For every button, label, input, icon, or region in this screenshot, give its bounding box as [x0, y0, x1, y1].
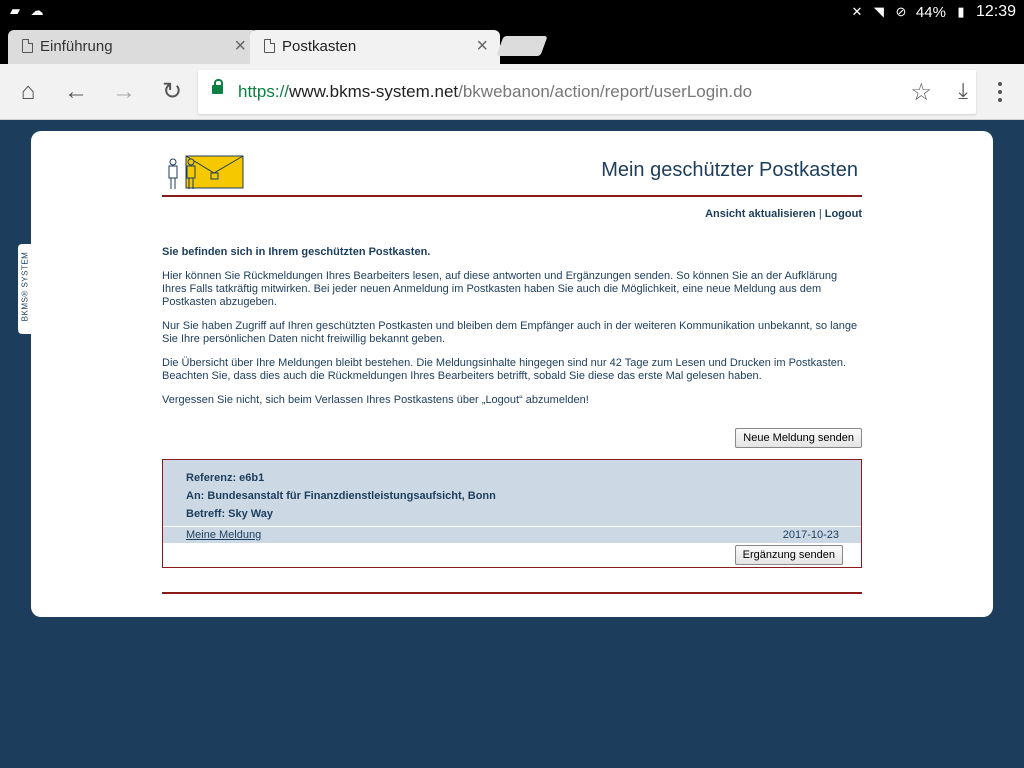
logout-reminder: Vergessen Sie nicht, sich beim Verlassen Ihres Postkastens über „Logout“ abzumelden! [162, 394, 589, 406]
home-icon[interactable]: ⌂ [20, 78, 36, 105]
browser-toolbar [0, 64, 1024, 120]
battery-percentage: 44% [915, 3, 946, 21]
back-arrow-icon[interactable]: ← [64, 78, 88, 105]
message-date: 2017-10-23 [782, 529, 839, 541]
case-recipient: An: Bundesanstalt für Finanzdienstleistungsaufsicht, Bonn [186, 490, 496, 502]
tab-strip [0, 24, 1024, 64]
clock: 12:39 [975, 3, 1016, 20]
retention-paragraph: Die Übersicht über Ihre Meldungen bleibt bestehen. Die Meldungsinhalte hingegen sind nur 42 Tage zum Lesen und Drucken im Postkasten. Beachten Sie, dass dies auch die Rückmeldungen Ihres Bearbeiters betrifft, sobald Sie diese das erste Mal gelesen haben. [162, 357, 847, 382]
overflow-menu-icon[interactable] [988, 78, 1012, 106]
page-icon [264, 39, 275, 53]
case-message-row [163, 527, 861, 543]
send-supplement-button[interactable]: Ergänzung senden [735, 545, 843, 565]
wifi-icon: ◥ [873, 4, 884, 19]
case-panel [162, 459, 862, 568]
new-tab-button[interactable] [496, 36, 547, 56]
case-reference: Referenz: e6b1 [186, 472, 265, 484]
address-bar[interactable] [198, 70, 976, 114]
side-tab-label: BKMS® SYSTEM [20, 251, 30, 322]
bkms-side-tab[interactable] [18, 244, 32, 334]
page-title: Mein geschützter Postkasten [601, 159, 858, 181]
url-text[interactable]: https://www.bkms-system.net/bkwebanon/action/report/userLogin.do [238, 82, 753, 101]
close-tab-icon[interactable]: × [476, 35, 488, 57]
battery-icon: ▮ [957, 4, 965, 19]
page-icon [22, 39, 33, 53]
privacy-paragraph: Nur Sie haben Zugriff auf Ihren geschützten Postkasten und bleiben dem Empfänger auch in der weiteren Kommunikation unbekannt, so lange Sie Ihre persönlichen Daten nicht freiwillig bekannt geben. [162, 320, 858, 345]
case-subject: Betreff: Sky Way [186, 508, 274, 520]
footer-divider [162, 592, 862, 594]
tab-postkasten[interactable] [250, 30, 500, 64]
status-bar [0, 0, 1024, 24]
close-tab-icon[interactable]: × [234, 35, 246, 57]
download-icon[interactable]: ⤓ [958, 78, 968, 103]
header-divider [162, 195, 862, 197]
bookmark-star-icon[interactable]: ☆ [910, 79, 932, 106]
my-report-link[interactable]: Meine Meldung [186, 529, 262, 541]
mailbox-logo [166, 155, 244, 191]
forward-arrow-icon[interactable]: → [112, 78, 136, 105]
link-separator: | [818, 208, 822, 220]
notification-icon: ▰ [10, 3, 20, 18]
lock-icon [212, 85, 223, 94]
header-links [705, 208, 862, 220]
case-header [163, 460, 861, 526]
reload-icon[interactable]: ↻ [161, 78, 183, 105]
intro-heading: Sie befinden sich in Ihrem geschützten Postkasten. [162, 246, 431, 258]
mute-icon: ✕ [851, 4, 863, 19]
tab-label: Postkasten [282, 38, 357, 55]
weather-icon: ☁ [30, 3, 44, 18]
mailbox-card [31, 131, 993, 617]
tab-einfuehrung[interactable] [8, 30, 258, 64]
logout-link[interactable]: Logout [824, 208, 862, 220]
new-report-button[interactable]: Neue Meldung senden [735, 428, 862, 448]
refresh-view-link[interactable]: Ansicht aktualisieren [705, 208, 816, 220]
intro-paragraph: Hier können Sie Rückmeldungen Ihres Bearbeiters lesen, auf diese antworten und Ergänzungen senden. So können Sie an der Aufklärung Ihres Falls tatkräftig mitwirken. Bei jeder neuen Anmeldung im Postkasten haben Sie auch die Möglichkeit, eine neue Meldung aus dem Postkasten abzugeben. [162, 270, 838, 308]
tab-label: Einführung [40, 38, 113, 55]
do-not-disturb-icon: ⊘ [895, 4, 907, 19]
